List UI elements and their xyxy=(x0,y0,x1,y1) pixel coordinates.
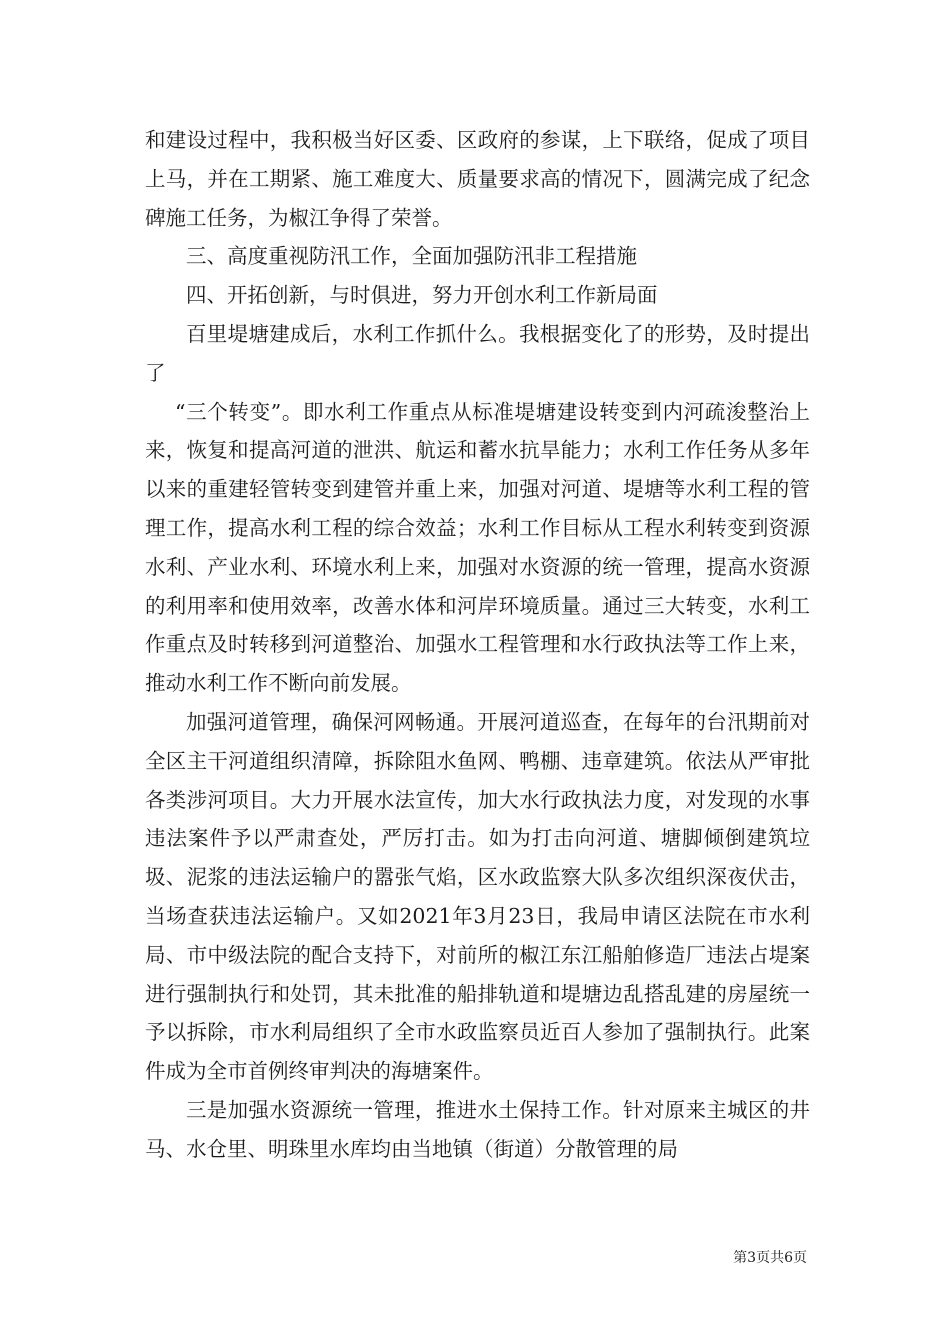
document-body xyxy=(145,121,810,1169)
page-footer xyxy=(733,1247,807,1267)
section-heading-3: 三、高度重视防汛工作，全面加强防汛非工程措施 xyxy=(186,244,637,269)
paragraph-continuation: 和建设过程中，我积极当好区委、区政府的参谋，上下联络，促成了项目上马，并在工期紧、施工难度大、质量要求高的情况下，圆满完成了纪念碑施工任务，为椒江争得了荣誉。 xyxy=(145,128,810,230)
section-heading-4: 四、开拓创新，与时俱进，努力开创水利工作新局面 xyxy=(186,283,658,308)
paragraph-three-transformations: “三个转变”。即水利工作重点从标准堤塘建设转变到内河疏浚整治上来，恢复和提高河道的泄洪、航运和蓄水抗旱能力；水利工作任务从多年以来的重建轻管转变到建管并重上来，加强对河道、堤塘等水利工程的管理工作，提高水利工程的综合效益；水利工作目标从工程水利转变到资源水利、产业水利、环境水利上来，加强对水资源的统一管理，提高水资源的利用率和使用效率，改善水体和河岸环境质量。通过三大转变，水利工作重点及时转移到河道整治、加强水工程管理和水行政执法等工作上来，推动水利工作不断向前发展。 xyxy=(145,399,810,696)
paragraph-river-management: 加强河道管理，确保河网畅通。开展河道巡查，在每年的台汛期前对全区主干河道组织清障，拆除阻水鱼网、鸭棚、违章建筑。依法从严审批各类涉河项目。大力开展水法宣传，加大水行政执法力度，对发现的水事违法案件予以严肃查处，严厉打击。如为打击向河道、塘脚倾倒建筑垃圾、泥浆的违法运输户的嚣张气焰，区水政监察大队多次组织深夜伏击，当场查获违法运输户。又如2021年3月23日，我局申请区法院在市水利局、市中级法院的配合支持下，对前所的椒江东江船舶修造厂违法占堤案进行强制执行和处罚，其未批准的船排轨道和堤塘边乱搭乱建的房屋统一予以拆除，市水利局组织了全市水政监察员近百人参加了强制执行。此案件成为全市首例终审判决的海塘案件。 xyxy=(145,709,810,1084)
paragraph-water-resources: 三是加强水资源统一管理，推进水土保持工作。针对原来主城区的井马、水仓里、明珠里水库均由当地镇（街道）分散管理的局 xyxy=(145,1097,810,1161)
paragraph-intro: 百里堤塘建成后，水利工作抓什么。我根据变化了的形势，及时提出了 xyxy=(145,321,810,385)
page-number-label: 第3页共6页 xyxy=(733,1250,807,1266)
